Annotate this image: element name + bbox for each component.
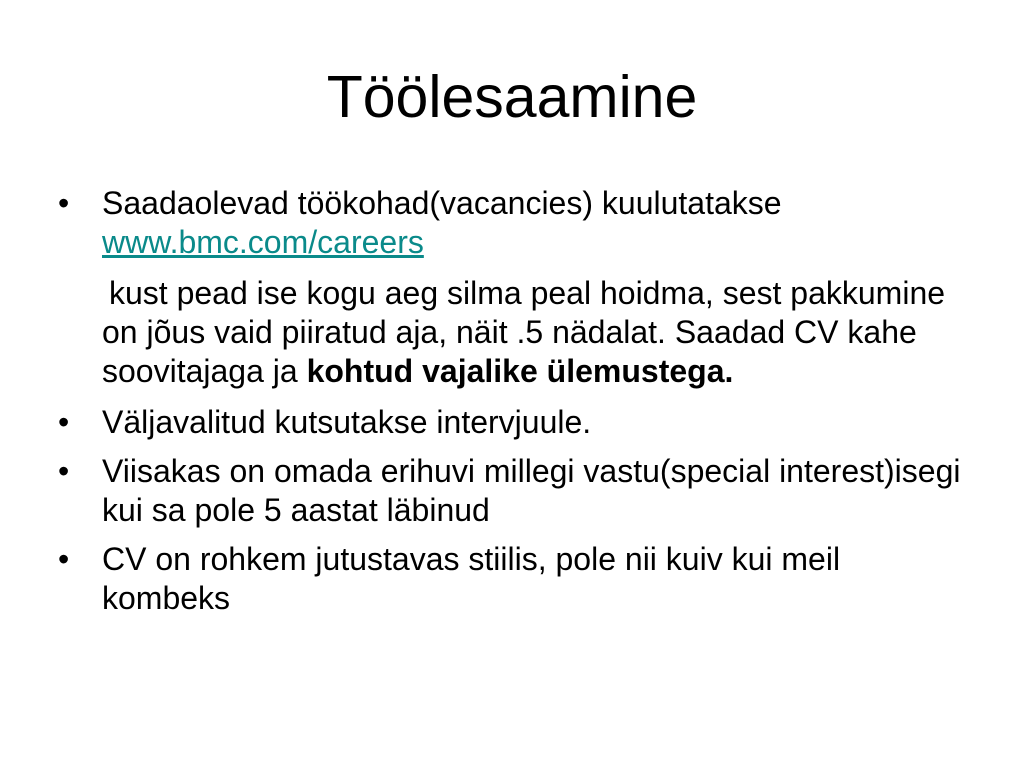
- bullet-icon: •: [58, 453, 70, 489]
- special-interest-text: Viisakas on omada erihuvi millegi vastu(special interest)isegi kui sa pole 5 aastat läbinud: [102, 453, 961, 528]
- cv-style-text: CV on rohkem jutustavas stiilis, pole nii kuiv kui meil kombeks: [102, 541, 841, 616]
- bullet-item-cv-style: [56, 540, 976, 618]
- continuation-text: kust pead ise kogu aeg silma peal hoidma, sest pakkumine on jõus vaid piiratud aja, näit .5 nädalat. Saadad CV kahe soovitajaga ja: [102, 275, 946, 389]
- interview-text: Väljavalitud kutsutakse intervjuule.: [102, 404, 592, 440]
- careers-link[interactable]: www.bmc.com/careers: [102, 224, 424, 260]
- bullet-icon: •: [58, 541, 70, 577]
- vacancies-continuation: [56, 274, 976, 391]
- slide-title: Töölesaamine: [326, 64, 698, 130]
- vacancies-text: Saadaolevad töökohad(vacancies) kuulutatakse: [102, 185, 782, 221]
- bullet-icon: •: [58, 185, 70, 221]
- bullet-list: [56, 184, 976, 628]
- bullet-item-special-interest: [56, 452, 976, 530]
- bullet-item-vacancies: [56, 184, 976, 262]
- bullet-item-interview: [56, 403, 976, 442]
- continuation-bold-text: kohtud vajalike ülemustega.: [306, 353, 734, 389]
- bullet-icon: •: [58, 404, 70, 440]
